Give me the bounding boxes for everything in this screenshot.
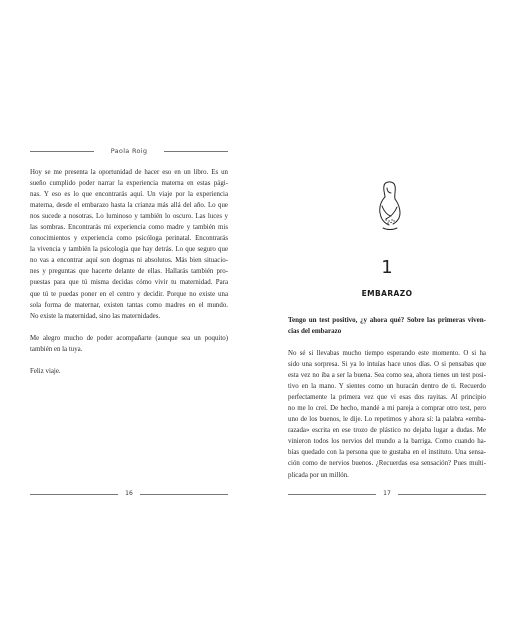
chapter-number: 1 <box>381 257 393 278</box>
body-line: nas. Y eso es lo que encontrarás aquí. Un viaje por la experiencia <box>30 191 228 199</box>
footer-rule-right <box>140 494 228 495</box>
body-line: nos sucede a nosotras. Lo luminoso y también lo oscuro. Las luces y <box>30 213 228 221</box>
right-page <box>258 0 516 640</box>
body-line: uno de los buenos, le dije. Lo repetimos y ahora sí: la palabra «emba- <box>288 416 486 424</box>
running-header <box>30 146 228 157</box>
body-line: sola forma de maternar, existen tantas como madres en el mundo. <box>30 301 228 309</box>
section-lead-heading <box>288 315 486 337</box>
body-line: sueño cumplido poder narrar la experiencia materna en estas pági- <box>30 180 228 188</box>
body-line: sido una sorpresa. Si ya lo intuías hace unos días. O si pensabas que <box>288 361 486 369</box>
body-line: nes y preguntas que hacerte delante de ellas. Hallarás también pro- <box>30 268 228 276</box>
running-head-author: Paola Roig <box>110 147 148 155</box>
left-body-text <box>30 167 228 377</box>
body-line: que tú te puedas poner en el centro y decidir. Porque no existe una <box>30 290 228 298</box>
footer-rule-left <box>288 494 376 495</box>
body-line: no vas a encontrar aquí son dogmas ni absolutos. Más bien situacio- <box>30 257 228 265</box>
left-footer <box>30 489 228 499</box>
body-line: perfectamente la primera vez que vi esas dos rayitas. Al principio <box>288 394 486 402</box>
right-footer <box>288 489 486 499</box>
chapter-title: EMBARAZO <box>361 289 413 298</box>
body-line: no me lo creí. De hecho, mandé a mi pareja a comprar otro test, pero <box>288 405 486 413</box>
header-rule-left <box>30 151 94 152</box>
footer-rule-left <box>30 494 118 495</box>
body-line: No sé si llevabas mucho tiempo esperando este momento. O si ha <box>288 350 486 357</box>
page-number: 17 <box>383 490 391 497</box>
body-line: las sombras. Encontrarás mi experiencia como madre y también mis <box>30 224 228 232</box>
body-line: ción como de nervios buenos. ¿Recuerdas esa sensación? Pues multi- <box>288 460 486 468</box>
body-line: bías quedado con la persona que te gustaba en el instituto. Una sensa- <box>288 449 486 457</box>
paragraph-gap <box>30 355 228 366</box>
footer-rule-right <box>398 494 486 495</box>
body-line: tivo en la mano. Y sientes como un huracán dentro de ti. Recuerdo <box>288 383 486 391</box>
pregnant-woman-icon <box>373 180 403 234</box>
lead-line: Tengo un test positivo, ¿y ahora qué? Sobre las primeras viven- <box>288 316 486 324</box>
page-number: 16 <box>125 490 133 497</box>
body-line: plicada por un millón. <box>288 471 349 479</box>
lead-line: cias del embarazo <box>288 327 342 335</box>
header-rule-right <box>164 151 228 152</box>
body-line: No existe la maternidad, sino las maternidades. <box>30 312 161 320</box>
body-line: puestas para que tú misma decidas cómo vivir tu maternidad. Para <box>30 279 228 287</box>
body-line: conocimientos y experiencia como psicóloga perinatal. Encontrarás <box>30 235 228 243</box>
body-line: también en la tuya. <box>30 345 83 353</box>
body-line: Feliz viaje. <box>30 367 61 375</box>
body-line: la vivencia y también la psicología que hay detrás. Lo que seguro que <box>30 246 228 254</box>
body-line: Hoy se me presenta la oportunidad de hacer eso en un libro. Es un <box>30 169 228 176</box>
body-line: materna, desde el embarazo hasta la crianza más allá del año. Lo que <box>30 202 228 210</box>
paragraph-gap <box>30 322 228 333</box>
body-line: esta vez no iba a ser la buena. Sea como sea, ahora tienes un test posi- <box>288 372 486 380</box>
right-body-text <box>288 348 486 481</box>
body-line: Me alegro mucho de poder acompañarte (aunque sea un poquito) <box>30 334 228 342</box>
body-line: razada» escrita en ese trozo de plástico no dejaba lugar a dudas. Me <box>288 427 486 435</box>
body-line: vinieron todos los nervios del mundo a la barriga. Como cuando ha- <box>288 438 486 446</box>
